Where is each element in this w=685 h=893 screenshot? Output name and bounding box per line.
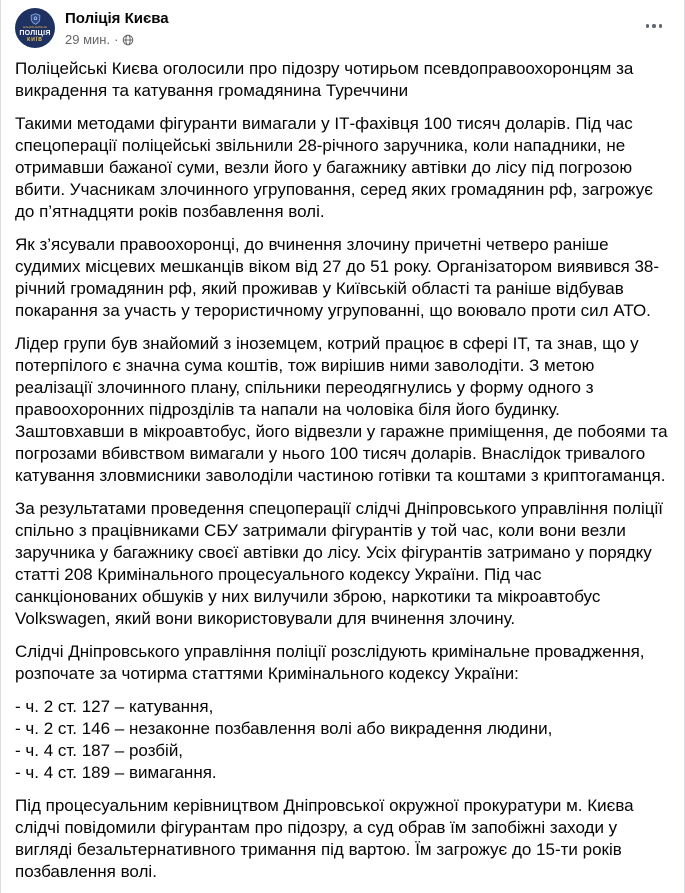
ellipsis-icon [646, 24, 650, 28]
globe-privacy-icon [122, 34, 134, 46]
post-paragraph: Такими методами фігуранти вимагали у ІТ-фахівця 100 тисяч доларів. Під час спецоперації поліцейські звільнили 28-річного заручника, коли нападники, не отримавши бажаної суми, везли його у багажнику автівки до лісу під погрозою вбити. Учасникам злочинного угруповання, серед яких громадянин рф, загрожує до п’ятнадцяти років позбавлення волі. [15, 114, 653, 221]
post-headline: Поліцейські Києва оголосили про підозру чотирьом псевдоправоохоронцям за викрадення та катування громадянина Туреччини [15, 59, 634, 100]
post-closing-paragraph: Під процесуальним керівництвом Дніпровської окружної прокуратури м. Києва слідчі повідомили фігурантам про підозру, а суд обрав їм запобіжні заходи у вигляді безальтернативного тримання під вартою. Їм загрожує до 15-ти років позбавлення волі. [15, 796, 634, 881]
header-info [65, 8, 169, 47]
list-item: - ч. 4 ст. 189 – вимагання. [15, 763, 217, 782]
ellipsis-icon [652, 24, 656, 28]
police-shield-icon [30, 13, 41, 25]
ellipsis-icon [659, 24, 663, 28]
post-paragraph: За результатами проведення спецоперації слідчі Дніпровського управління поліції спільно з працівниками СБУ затримали фігурантів у той час, коли вони везли заручника у багажнику своєї автівки до лісу. Усіх фігурантів затримано у порядку статті 208 Кримінального процесуального кодексу України. Під час санкціонованих обшуків у них вилучили зброю, наркотики та мікроавтобус Volkswagen, який вони використовували для вчинення злочину. [15, 499, 664, 628]
post-header [15, 8, 668, 56]
list-item: - ч. 2 ст. 127 – катування, [15, 697, 214, 716]
post-paragraph: Слідчі Дніпровського управління поліції розслідують кримінальне провадження, розпочате за чотирма статтями Кримінального кодексу України: [15, 642, 645, 683]
avatar-text-national: НАЦІОНАЛЬНА [22, 25, 48, 29]
meta-separator-dot: · [114, 32, 119, 47]
post-meta-row [65, 32, 169, 47]
list-item: - ч. 2 ст. 146 – незаконне позбавлення волі або викрадення людини, [15, 719, 553, 738]
page-name-link[interactable]: Поліція Києва [65, 10, 169, 27]
timestamp-link[interactable]: 29 мин. [65, 32, 111, 47]
post-body [15, 56, 668, 883]
post-paragraph: Як з’ясували правоохоронці, до вчинення злочину причетні четверо раніше судимих місцевих мешканців віком від 27 до 51 року. Організатором виявився 38-річний громадянин рф, який проживав у Київській області та раніше відбував покарання за участь у терористичному угрупованні, що воювало проти сил АТО. [15, 235, 660, 320]
avatar-text-police: ПОЛІЦІЯ [19, 30, 51, 37]
post-paragraph: Лідер групи був знайомий з іноземцем, котрий працює в сфері ІТ, та знав, що у потерпілого є значна сума коштів, тож вирішив ними заволодіти. З метою реалізації злочинного плану, спільники переодягнулись у форму одного з правоохоронних підрозділів та напали на чоловіка біля його будинку. Заштовхавши в мікроавтобус, його відвезли у гаражне приміщення, де побоями та погрозами вбивством вимагали у нього 100 тисяч доларів. Внаслідок тривалого катування зловмисники заволоділи частиною готівки та коштами з криптогаманця. [15, 334, 668, 485]
criminal-articles-list [15, 696, 668, 784]
avatar-text-kyiv: КИЇВ [27, 37, 43, 43]
page-avatar[interactable] [15, 8, 55, 48]
list-item: - ч. 4 ст. 187 – розбій, [15, 741, 184, 760]
more-options-button[interactable] [638, 14, 670, 38]
